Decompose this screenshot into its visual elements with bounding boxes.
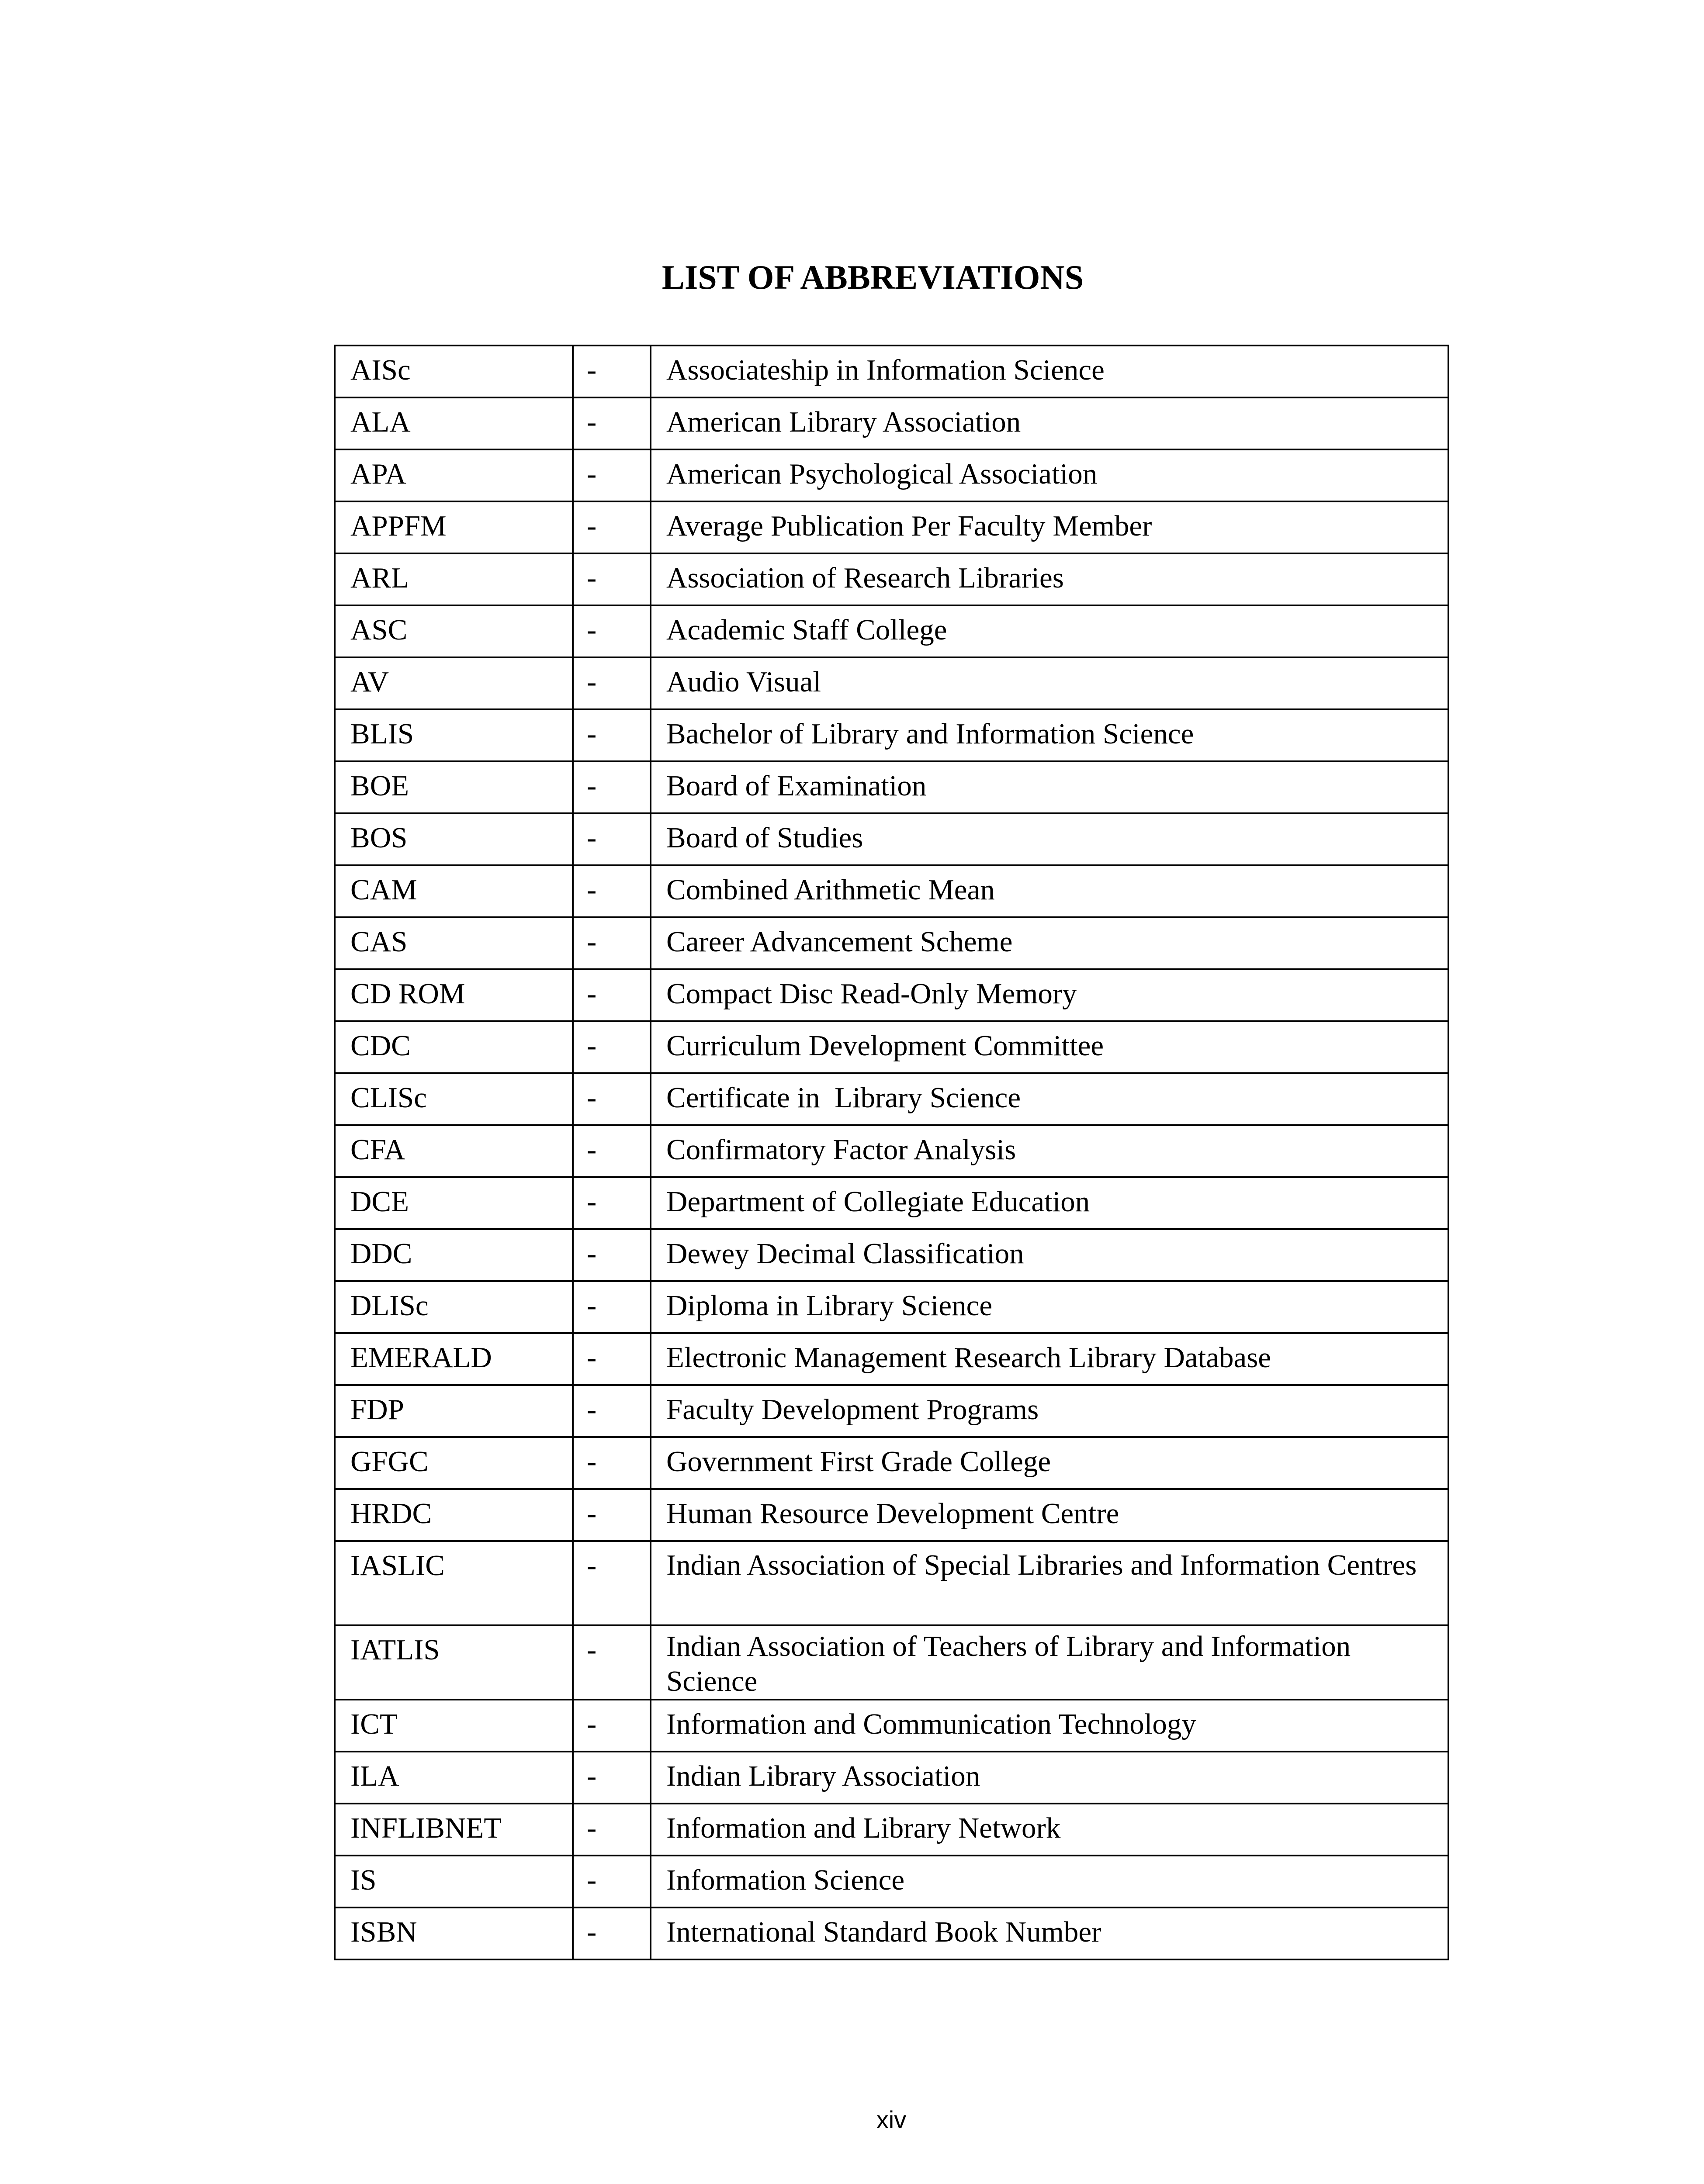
definition-cell: Academic Staff College [651,605,1448,657]
abbreviation-cell: CLISc [335,1073,573,1125]
separator-cell: - [573,1804,651,1856]
table-row [335,657,1448,709]
table-row [335,1073,1448,1125]
abbreviation-cell: ICT [335,1700,573,1752]
abbreviations-table [334,345,1449,1960]
abbreviation-cell: IATLIS [335,1625,573,1700]
table-row [335,1489,1448,1541]
definition-cell: Diploma in Library Science [651,1281,1448,1333]
table-row [335,1229,1448,1281]
separator-cell: - [573,449,651,501]
definition-cell: Indian Association of Special Libraries and Information Centres [651,1541,1448,1625]
abbreviation-cell: ARL [335,553,573,605]
abbreviation-cell: AV [335,657,573,709]
abbreviation-cell: CAM [335,865,573,917]
definition-cell: Association of Research Libraries [651,553,1448,605]
abbreviation-cell: DCE [335,1177,573,1229]
table-row [335,449,1448,501]
definition-cell: Information and Communication Technology [651,1700,1448,1752]
abbreviation-cell: DLISc [335,1281,573,1333]
table-row [335,1700,1448,1752]
separator-cell: - [573,1281,651,1333]
definition-cell: Combined Arithmetic Mean [651,865,1448,917]
abbreviation-cell: FDP [335,1385,573,1437]
abbreviation-cell: EMERALD [335,1333,573,1385]
table-row [335,346,1448,397]
separator-cell: - [573,1752,651,1804]
definition-cell: Associateship in Information Science [651,346,1448,397]
separator-cell: - [573,761,651,813]
table-row [335,761,1448,813]
definition-cell: Board of Studies [651,813,1448,865]
table-row [335,397,1448,449]
separator-cell: - [573,1700,651,1752]
definition-cell: Indian Association of Teachers of Library and Information Science [651,1625,1448,1700]
separator-cell: - [573,1125,651,1177]
separator-cell: - [573,709,651,761]
abbreviation-cell: ILA [335,1752,573,1804]
page-number: xiv [876,2106,907,2133]
table-row [335,553,1448,605]
separator-cell: - [573,1073,651,1125]
separator-cell: - [573,397,651,449]
table-row [335,709,1448,761]
definition-cell: International Standard Book Number [651,1908,1448,1959]
abbreviation-cell: CAS [335,917,573,969]
table-row [335,1125,1448,1177]
abbreviation-cell: CDC [335,1021,573,1073]
separator-cell: - [573,969,651,1021]
table-row [335,1177,1448,1229]
abbreviation-cell: APPFM [335,501,573,553]
abbreviation-cell: HRDC [335,1489,573,1541]
separator-cell: - [573,1229,651,1281]
abbreviation-cell: ASC [335,605,573,657]
table-row [335,1021,1448,1073]
abbreviation-cell: ALA [335,397,573,449]
abbreviation-cell: ISBN [335,1908,573,1959]
definition-cell: Average Publication Per Faculty Member [651,501,1448,553]
definition-cell: Human Resource Development Centre [651,1489,1448,1541]
definition-cell: Information and Library Network [651,1804,1448,1856]
table-row [335,917,1448,969]
definition-cell: Compact Disc Read-Only Memory [651,969,1448,1021]
definition-cell: Electronic Management Research Library Database [651,1333,1448,1385]
definition-cell: Career Advancement Scheme [651,917,1448,969]
definition-cell: Dewey Decimal Classification [651,1229,1448,1281]
table-row [335,1856,1448,1908]
definition-cell: Audio Visual [651,657,1448,709]
abbreviation-cell: APA [335,449,573,501]
definition-cell: Board of Examination [651,761,1448,813]
abbreviation-cell: BOS [335,813,573,865]
separator-cell: - [573,1021,651,1073]
table-row [335,1333,1448,1385]
abbreviation-cell: IASLIC [335,1541,573,1625]
separator-cell: - [573,917,651,969]
definition-cell: Department of Collegiate Education [651,1177,1448,1229]
table-row [335,1281,1448,1333]
separator-cell: - [573,865,651,917]
abbreviation-cell: CD ROM [335,969,573,1021]
definition-cell: Indian Library Association [651,1752,1448,1804]
table-row [335,1804,1448,1856]
definition-cell: American Psychological Association [651,449,1448,501]
separator-cell: - [573,1177,651,1229]
table-row [335,605,1448,657]
separator-cell: - [573,346,651,397]
definition-cell: Government First Grade College [651,1437,1448,1489]
abbreviation-cell: INFLIBNET [335,1804,573,1856]
table-row [335,969,1448,1021]
abbreviation-cell: CFA [335,1125,573,1177]
separator-cell: - [573,501,651,553]
abbreviation-cell: AISc [335,346,573,397]
page-title: LIST OF ABBREVIATIONS [662,258,1084,296]
separator-cell: - [573,1437,651,1489]
definition-cell: Confirmatory Factor Analysis [651,1125,1448,1177]
abbreviation-cell: BOE [335,761,573,813]
definition-cell: Faculty Development Programs [651,1385,1448,1437]
abbreviations-table-body [335,346,1448,1959]
table-row [335,1541,1448,1625]
separator-cell: - [573,553,651,605]
table-row [335,813,1448,865]
separator-cell: - [573,1908,651,1959]
table-row [335,865,1448,917]
separator-cell: - [573,1541,651,1625]
separator-cell: - [573,605,651,657]
separator-cell: - [573,813,651,865]
definition-cell: American Library Association [651,397,1448,449]
table-row [335,1437,1448,1489]
separator-cell: - [573,1489,651,1541]
table-row [335,1908,1448,1959]
separator-cell: - [573,657,651,709]
definition-cell: Certificate in Library Science [651,1073,1448,1125]
separator-cell: - [573,1385,651,1437]
separator-cell: - [573,1333,651,1385]
definition-cell: Bachelor of Library and Information Science [651,709,1448,761]
separator-cell: - [573,1625,651,1700]
definition-cell: Curriculum Development Committee [651,1021,1448,1073]
table-row [335,1625,1448,1700]
table-row [335,1385,1448,1437]
table-row [335,1752,1448,1804]
definition-cell: Information Science [651,1856,1448,1908]
abbreviation-cell: GFGC [335,1437,573,1489]
separator-cell: - [573,1856,651,1908]
table-row [335,501,1448,553]
abbreviation-cell: DDC [335,1229,573,1281]
abbreviation-cell: IS [335,1856,573,1908]
abbreviation-cell: BLIS [335,709,573,761]
